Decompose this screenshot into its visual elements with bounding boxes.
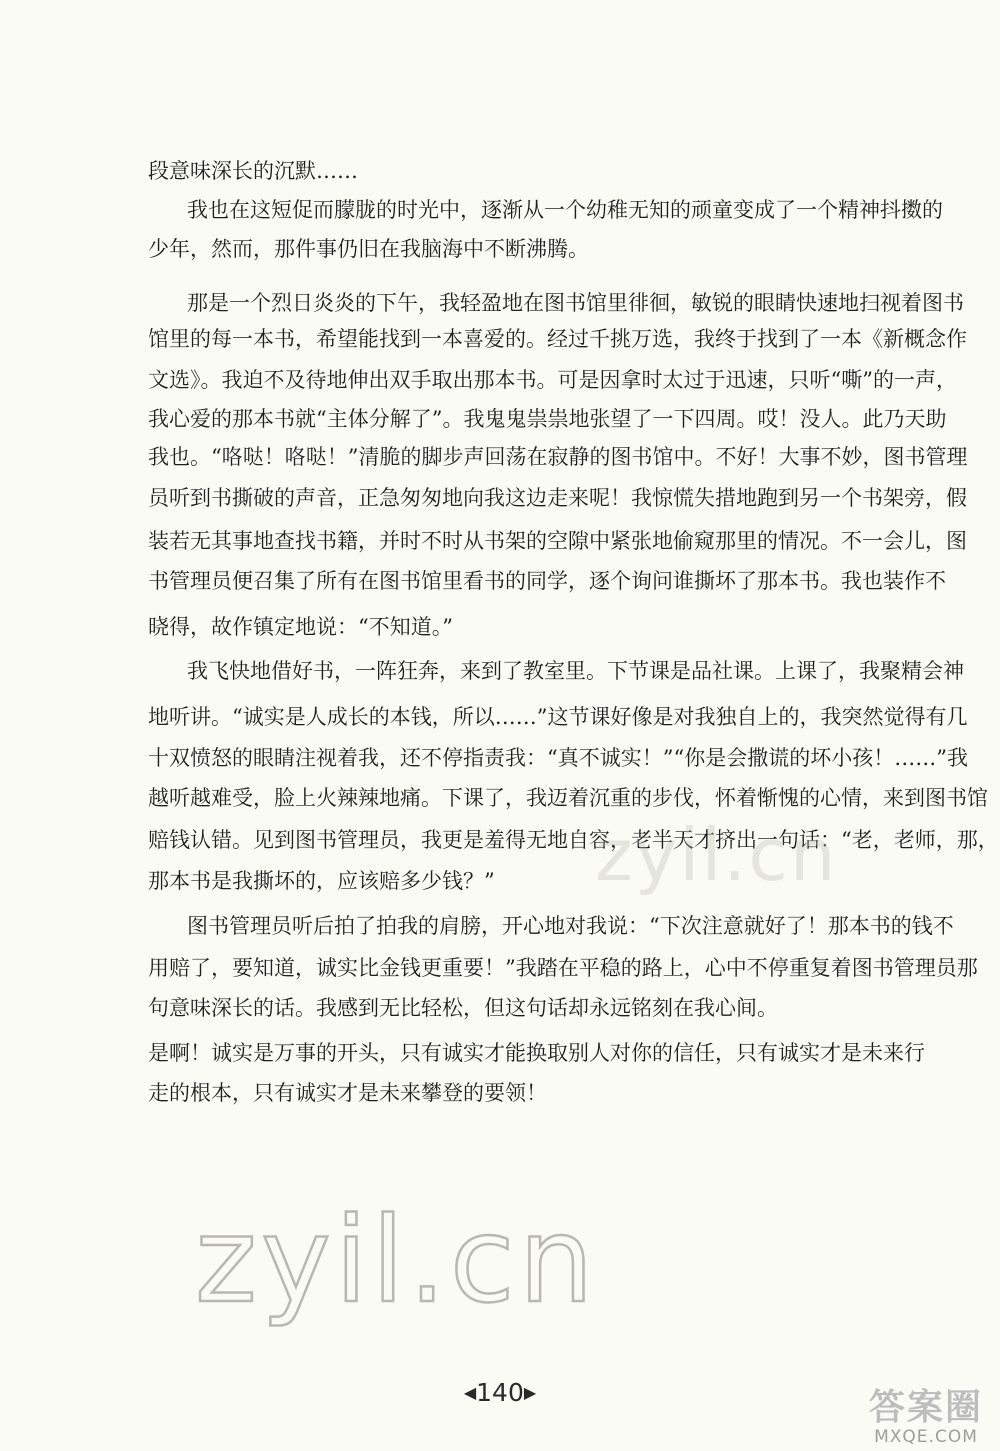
site-logo-en: MXQE.COM [874, 1427, 978, 1447]
text-line: 那是一个烈日炎炎的下午，我轻盈地在图书馆里徘徊，敏锐的眼睛快速地扫视着图书 [187, 291, 964, 315]
text-line: 地听讲。“诚实是人成长的本钱，所以……”这节课好像是对我独自上的，我突然觉得有几 [148, 705, 968, 729]
site-logo-cn: 答案圈 [868, 1387, 983, 1428]
text-line: 越听越难受，脸上火辣辣地痛。下课了，我迈着沉重的步伐，怀着惭愧的心情，来到图书馆 [148, 786, 988, 810]
text-line: 员听到书撕破的声音，正急匆匆地向我这边走来呢！我惊慌失措地跑到另一个书架旁，假 [148, 486, 967, 510]
text-line: 馆里的每一本书，希望能找到一本喜爱的。经过千挑万选，我终于找到了一本《新概念作 [148, 327, 967, 351]
text-line: 我也在这短促而朦胧的时光中，逐渐从一个幼稚无知的顽童变成了一个精神抖擞的 [187, 198, 943, 222]
text-line: 少年，然而，那件事仍旧在我脑海中不断沸腾。 [148, 237, 589, 261]
text-line: 我飞快地借好书，一阵狂奔，来到了教室里。下节课是品社课。上课了，我聚精会神 [187, 659, 964, 683]
site-logo [862, 1388, 990, 1446]
text-line: 那本书是我撕坏的，应该赔多少钱？” [148, 869, 495, 893]
watermark-small: zyil.cn [595, 813, 838, 897]
triangle-left-icon: ◀ [463, 1382, 477, 1402]
text-line: 十双愤怒的眼睛注视着我，还不停指责我：“真不诚实！”“你是会撒谎的坏小孩！……”我 [148, 746, 968, 770]
text-line: 装若无其事地查找书籍，并时不时从书架的空隙中紧张地偷窥那里的情况。不一会儿，图 [148, 529, 967, 553]
text-line: 走的根本，只有诚实才是未来攀登的要领！ [148, 1081, 547, 1105]
text-line: 图书管理员听后拍了拍我的肩膀，开心地对我说：“下次注意就好了！那本书的钱不 [187, 914, 954, 938]
text-line: 我心爱的那本书就“主体分解了”。我鬼鬼祟祟地张望了一下四周。哎！没人。此乃天助 [148, 407, 947, 431]
text-line: 书管理员便召集了所有在图书馆里看书的同学，逐个询问谁撕坏了那本书。我也装作不 [148, 569, 946, 593]
text-line: 段意味深长的沉默…… [148, 159, 358, 183]
text-line: 句意味深长的话。我感到无比轻松，但这句话却永远铭刻在我心间。 [148, 996, 778, 1020]
page-number-value: 140 [476, 1377, 524, 1407]
triangle-right-icon: ▶ [523, 1382, 537, 1402]
text-line: 用赔了，要知道，诚实比金钱更重要！”我踏在平稳的路上，心中不停重复着图书管理员那 [148, 956, 978, 980]
text-line: 文选》。我迫不及待地伸出双手取出那本书。可是因拿时太过于迅速，只听“嘶”的一声， [148, 368, 957, 392]
text-line: 我也。“咯哒！咯哒！”清脆的脚步声回荡在寂静的图书馆中。不好！大事不妙，图书管理 [148, 445, 968, 469]
page-number [448, 1374, 552, 1410]
text-line: 赔钱认错。见到图书管理员，我更是羞得无地自容，老半天才挤出一句话：“老，老师，那， [148, 828, 999, 852]
watermark-large: zyil.cn [195, 1191, 598, 1329]
text-line: 晓得，故作镇定地说：“不知道。” [148, 615, 453, 639]
text-line: 是啊！诚实是万事的开头，只有诚实才能换取别人对你的信任，只有诚实才是未来行 [148, 1041, 925, 1065]
